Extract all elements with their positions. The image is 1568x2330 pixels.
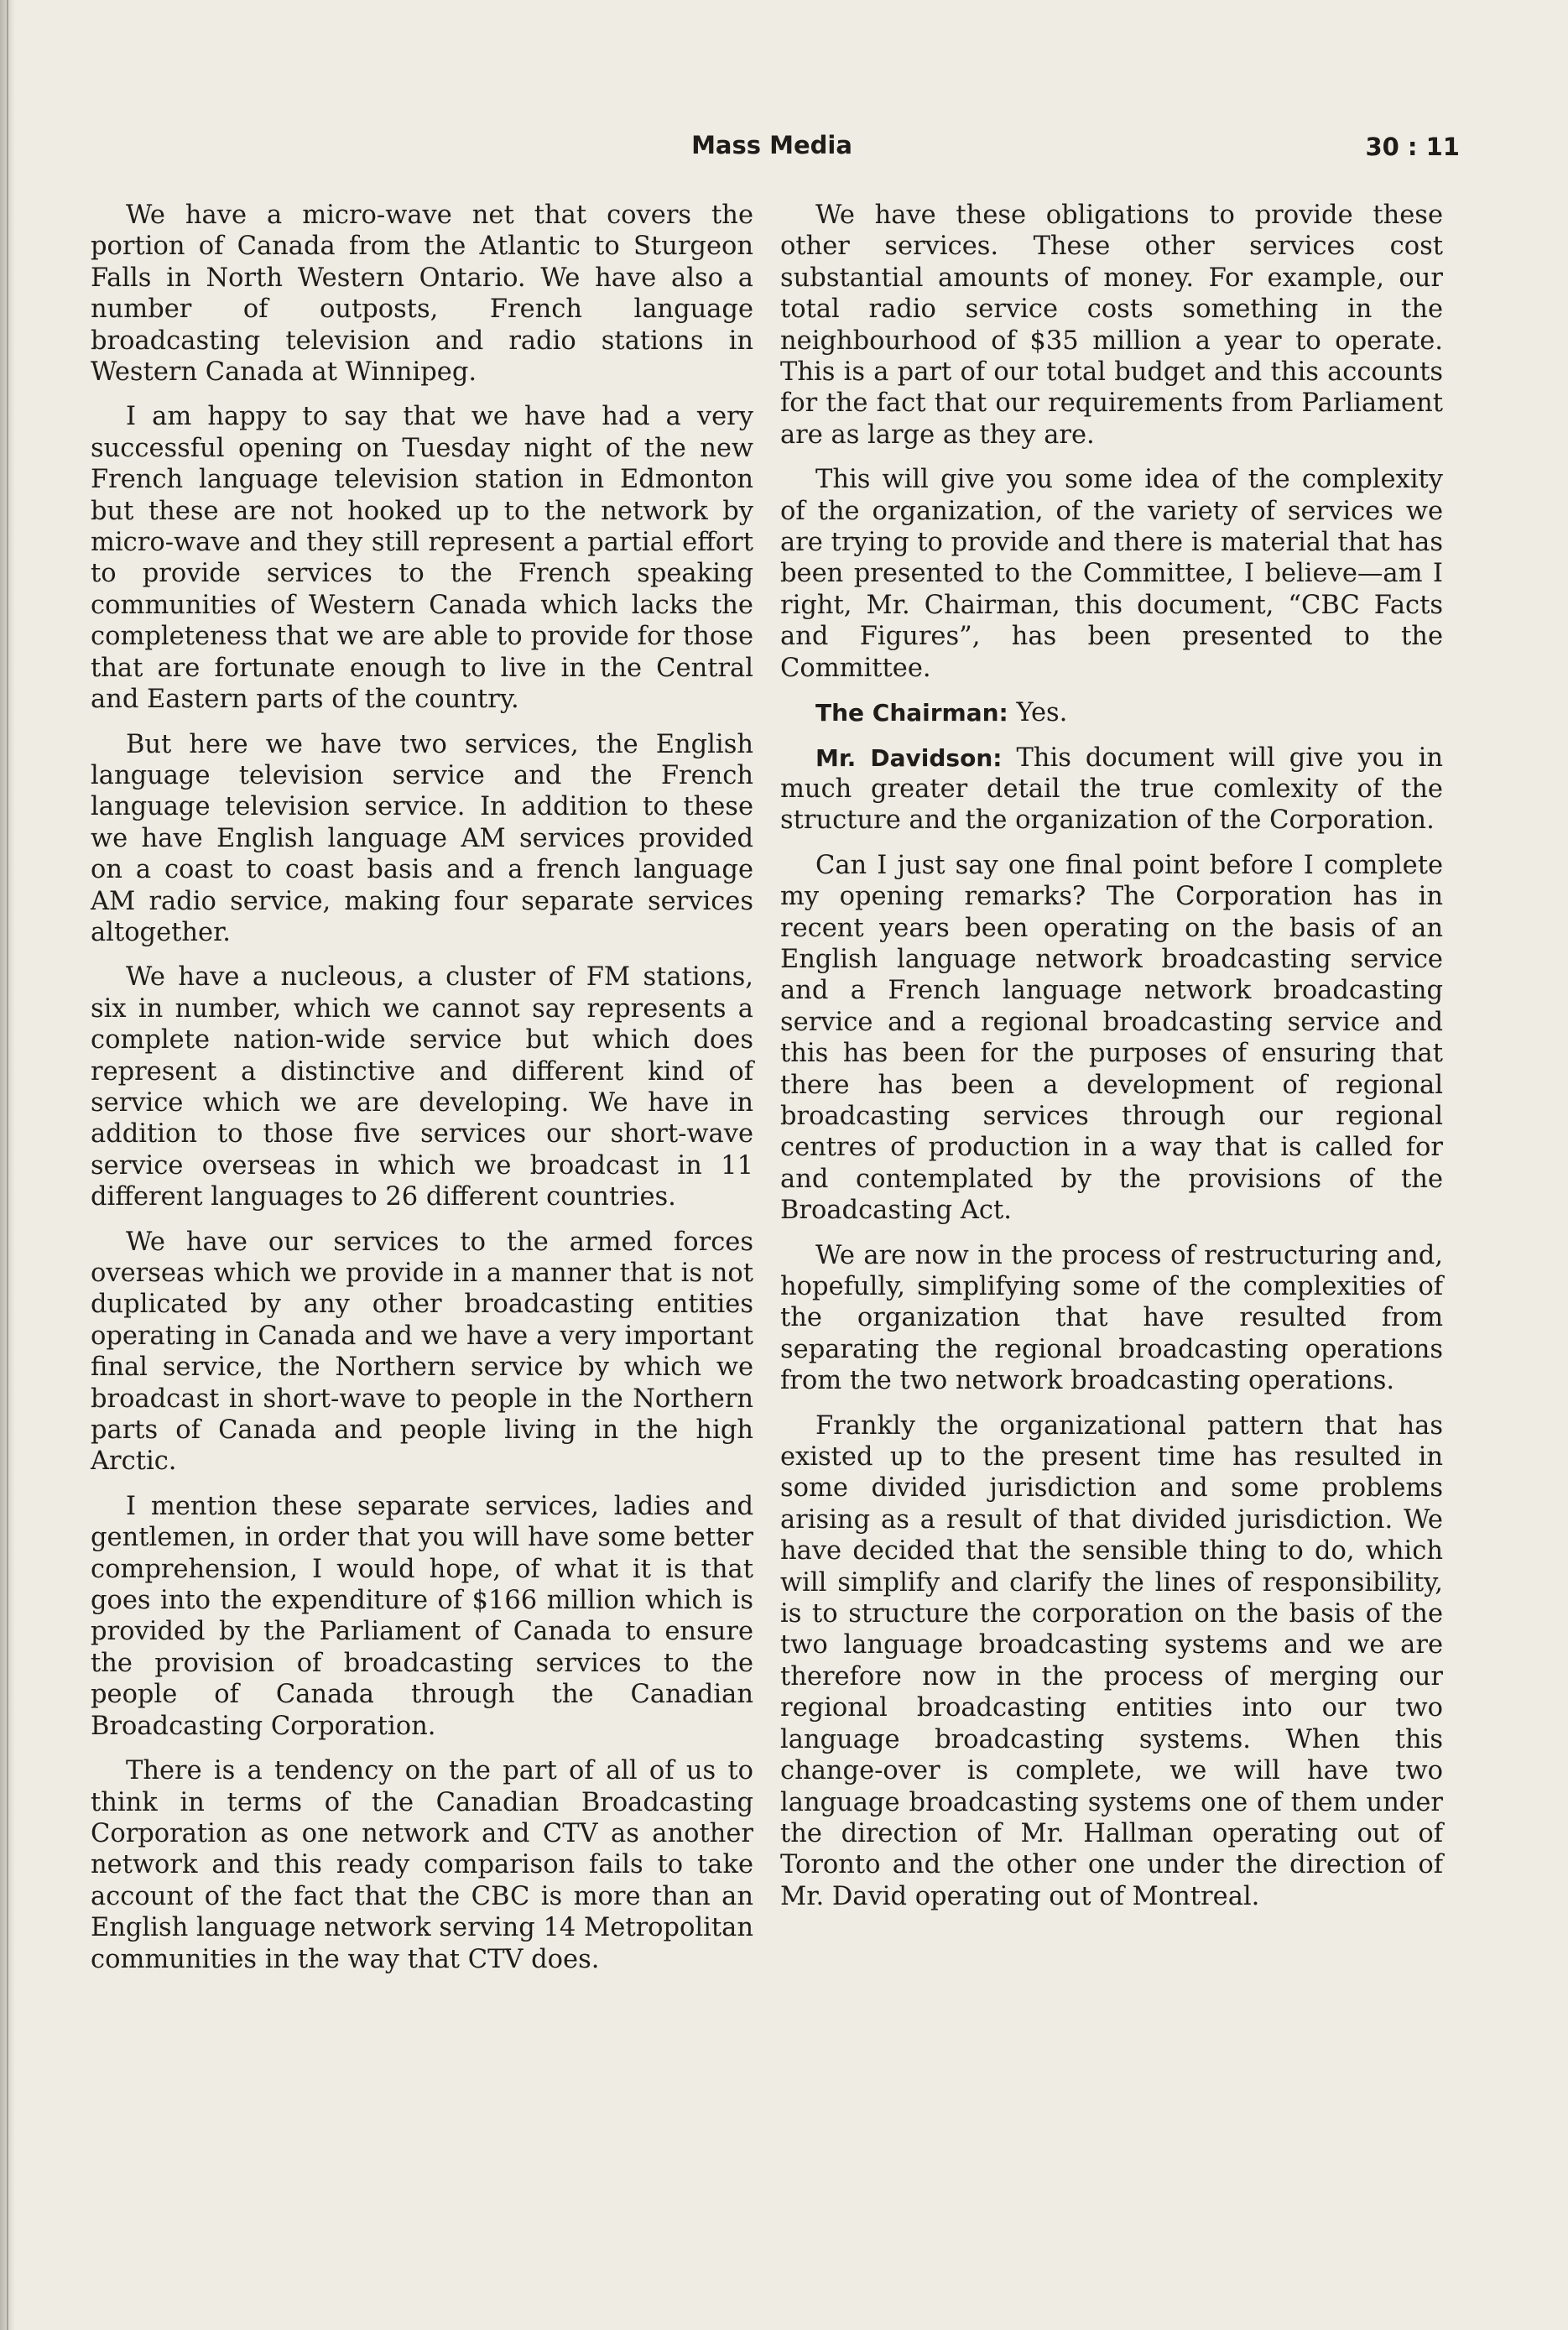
paragraph: But here we have two services, the English language television service and the French language television service. In addition to these we have English language AM services provided on a coast to coast basis and a french language AM radio service, making four separate services altogether. [91,729,753,947]
paragraph: I am happy to say that we have had a very successful opening on Tuesday night of the new French language television station in Edmonton but these are not hooked up to the network by micro-wave and they still represent a partial effort to provide services to the French speaking communities of Western Canada which lacks the completeness that we are able to provide for those that are fortunate enough to live in the Central and Eastern parts of the country. [91,402,753,715]
paragraph: We have our services to the armed forces overseas which we provide in a manner that is not duplicated by any other broadcasting entities operating in Canada and we have a very important final service, the Northern service by which we broadcast in short-wave to people in the Northern parts of Canada and people living in the high Arctic. [91,1227,753,1477]
speech-text: This document will give you in much greater detail the true comlexity of the structure and the organization of the Corporation. [780,743,1443,836]
speech-text: Yes. [1016,698,1068,728]
speaker-paragraph [780,743,1443,837]
paragraph: There is a tendency on the part of all of us to think in terms of the Canadian Broadcasting Corporation as one network and CTV as another network and this ready comparison fails to take account of the fact that the CBC is more than an English language network serving 14 Metropolitan communities in the way that CTV does. [91,1756,753,1974]
speaker-name: Mr. Davidson: [815,743,1003,772]
page-number: 30 : 11 [1365,133,1460,161]
paragraph: We have a micro-wave net that covers the portion of Canada from the Atlantic to Sturgeon Falls in North Western Ontario. We have also a number of outposts, French language broadcasting television and radio stations in Western Canada at Winnipeg. [91,201,753,388]
paragraph: We have a nucleous, a cluster of FM stations, six in number, which we cannot say represents a complete nation-wide service but which does represent a distinctive and different kind of service which we are developing. We have in addition to those five services our short-wave service overseas in which we broadcast in 11 different languages to 26 different countries. [91,962,753,1212]
paragraph: Frankly the organizational pattern that has existed up to the present time has resulted in some divided jurisdiction and some problems arising as a result of that divided jurisdiction. We have decided that the sensible thing to do, which will simplify and clarify the lines of responsibility, is to structure the corporation on the basis of the two language broadcasting systems and we are therefore now in the process of merging our regional broadcasting entities into our two language broadcasting systems. When this change-over is complete, we will have two language broadcasting systems one of them under the direction of Mr. Hallman operating out of Toronto and the other one under the direction of Mr. David operating out of Montreal. [780,1410,1443,1911]
left-column [91,200,753,1989]
running-head: Mass Media [691,131,852,159]
page-binding-edge [7,0,8,2330]
paragraph: This will give you some idea of the complexity of the organization, of the variety of services we are trying to provide and there is material that has been presented to the Committee, I believe—am I right, Mr. Chairman, this document, “CBC Facts and Figures”, has been presented to the Committee. [780,465,1443,683]
speaker-paragraph [780,697,1443,728]
paragraph: We have these obligations to provide these other services. These other services cost substantial amounts of money. For example, our total radio service costs something in the neighbourhood of $35 million a year to operate. This is a part of our total budget and this accounts for the fact that our requirements from Parliament are as large as they are. [780,201,1443,450]
speaker-name: The Chairman: [815,699,1008,727]
paragraph: Can I just say one final point before I complete my opening remarks? The Corporation has in recent years been operating on the basis of an English language network broadcasting service and a French language network broadcasting service and a regional broadcasting service and this has been for the purposes of ensuring that there has been a development of regional broadcasting services through our regional centres of production in a way that is called for and contemplated by the provisions of the Broadcasting Act. [780,850,1443,1226]
right-column [780,200,1443,1926]
paragraph: I mention these separate services, ladies and gentlemen, in order that you will have some better comprehension, I would hope, of what it is that goes into the expenditure of $166 million which is provided by the Parliament of Canada to ensure the provision of broadcasting services to the people of Canada through the Canadian Broadcasting Corporation. [91,1491,753,1741]
page-header [84,128,1460,169]
paragraph: We are now in the process of restructuring and, hopefully, simplifying some of the complexities of the organization that have resulted from separating the regional broadcasting operations from the two network broadcasting operations. [780,1240,1443,1396]
